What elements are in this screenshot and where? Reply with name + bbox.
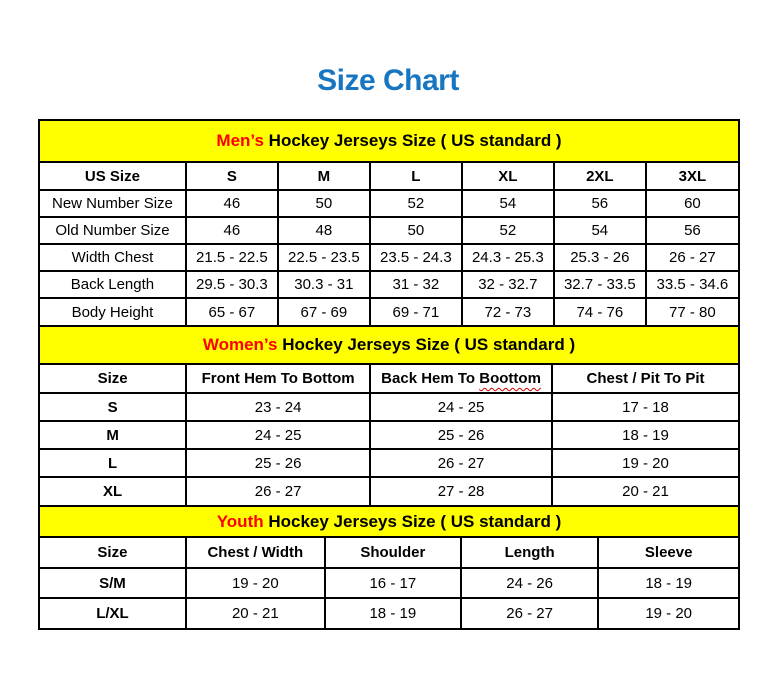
data-cell: 26 - 27 — [186, 477, 370, 505]
youth-data-row — [40, 568, 738, 598]
row-label-cell: L — [40, 449, 186, 477]
data-cell: 19 - 20 — [552, 449, 738, 477]
women-header-back-hem-text: Back Hem To — [381, 370, 480, 387]
data-cell: 30.3 - 31 — [278, 271, 370, 298]
women-data-row — [40, 421, 738, 449]
youth-header-cell: Sleeve — [598, 538, 738, 568]
men-data-row — [40, 244, 738, 271]
men-section-header — [40, 121, 738, 163]
men-data-row — [40, 217, 738, 244]
men-data-row — [40, 298, 738, 325]
data-cell: 32 - 32.7 — [462, 271, 554, 298]
women-header-cell: Chest / Pit To Pit — [552, 365, 738, 393]
row-label-cell: S/M — [40, 568, 186, 598]
data-cell: 46 — [186, 217, 278, 244]
youth-size-table — [40, 538, 738, 628]
data-cell: 25 - 26 — [370, 421, 552, 449]
men-header-cell: L — [370, 163, 462, 190]
youth-data-row — [40, 598, 738, 628]
data-cell: 26 - 27 — [461, 598, 599, 628]
youth-header-cell: Size — [40, 538, 186, 568]
data-cell: 22.5 - 23.5 — [278, 244, 370, 271]
youth-section-title: Hockey Jerseys Size ( US standard ) — [263, 511, 562, 531]
youth-header-cell: Chest / Width — [186, 538, 325, 568]
youth-header-cell: Length — [461, 538, 599, 568]
women-header-cell: Front Hem To Bottom — [186, 365, 370, 393]
women-data-row — [40, 477, 738, 505]
women-header-cell: Size — [40, 365, 186, 393]
data-cell: 32.7 - 33.5 — [554, 271, 646, 298]
women-size-table — [40, 365, 738, 505]
data-cell: 18 - 19 — [552, 421, 738, 449]
men-header-cell: 2XL — [554, 163, 646, 190]
data-cell: 29.5 - 30.3 — [186, 271, 278, 298]
data-cell: 67 - 69 — [278, 298, 370, 325]
men-header-cell: 3XL — [646, 163, 738, 190]
men-data-row — [40, 271, 738, 298]
data-cell: 69 - 71 — [370, 298, 462, 325]
data-cell: 20 - 21 — [186, 598, 325, 628]
data-cell: 20 - 21 — [552, 477, 738, 505]
data-cell: 65 - 67 — [186, 298, 278, 325]
row-label-cell: XL — [40, 477, 186, 505]
men-header-cell: US Size — [40, 163, 186, 190]
data-cell: 46 — [186, 190, 278, 217]
data-cell: 24 - 26 — [461, 568, 599, 598]
data-cell: 24 - 25 — [370, 393, 552, 421]
data-cell: 74 - 76 — [554, 298, 646, 325]
women-section-highlight: Women’s — [202, 335, 278, 354]
row-label-cell: M — [40, 421, 186, 449]
data-cell: 33.5 - 34.6 — [646, 271, 738, 298]
data-cell: 23.5 - 24.3 — [370, 244, 462, 271]
data-cell: 72 - 73 — [462, 298, 554, 325]
data-cell: 27 - 28 — [370, 477, 552, 505]
data-cell: 56 — [646, 217, 738, 244]
data-cell: 19 - 20 — [598, 598, 738, 628]
women-header-row — [40, 365, 738, 393]
data-cell: 21.5 - 22.5 — [186, 244, 278, 271]
data-cell: 60 — [646, 190, 738, 217]
data-cell: 25.3 - 26 — [554, 244, 646, 271]
data-cell: 17 - 18 — [552, 393, 738, 421]
data-cell: 23 - 24 — [186, 393, 370, 421]
data-cell: 50 — [278, 190, 370, 217]
data-cell: 52 — [462, 217, 554, 244]
data-cell: 56 — [554, 190, 646, 217]
data-cell: 31 - 32 — [370, 271, 462, 298]
data-cell: 25 - 26 — [186, 449, 370, 477]
data-cell: 50 — [370, 217, 462, 244]
men-section-title: Hockey Jerseys Size ( US standard ) — [263, 131, 562, 150]
men-header-cell: S — [186, 163, 278, 190]
data-cell: 48 — [278, 217, 370, 244]
row-label-cell: Back Length — [40, 271, 186, 298]
row-label-cell: Width Chest — [40, 244, 186, 271]
women-section-header — [40, 325, 738, 365]
row-label-cell: Body Height — [40, 298, 186, 325]
data-cell: 16 - 17 — [325, 568, 461, 598]
page-title: Size Chart — [317, 64, 459, 97]
row-label-cell: L/XL — [40, 598, 186, 628]
women-header-cell — [370, 365, 552, 393]
women-data-row — [40, 449, 738, 477]
youth-section-highlight: Youth — [216, 511, 264, 531]
data-cell: 26 - 27 — [646, 244, 738, 271]
women-section-title: Hockey Jerseys Size ( US standard ) — [277, 335, 576, 354]
size-chart-table-group — [38, 119, 740, 630]
row-label-cell: New Number Size — [40, 190, 186, 217]
data-cell: 54 — [554, 217, 646, 244]
women-data-row — [40, 393, 738, 421]
row-label-cell: S — [40, 393, 186, 421]
men-section-highlight: Men’s — [216, 131, 264, 150]
youth-header-cell: Shoulder — [325, 538, 461, 568]
row-label-cell: Old Number Size — [40, 217, 186, 244]
data-cell: 52 — [370, 190, 462, 217]
men-header-row — [40, 163, 738, 190]
data-cell: 19 - 20 — [186, 568, 325, 598]
data-cell: 18 - 19 — [598, 568, 738, 598]
data-cell: 24 - 25 — [186, 421, 370, 449]
youth-section-header — [40, 505, 738, 538]
data-cell: 54 — [462, 190, 554, 217]
men-header-cell: M — [278, 163, 370, 190]
data-cell: 18 - 19 — [325, 598, 461, 628]
women-header-misspelled-word: Boottom — [479, 370, 541, 387]
data-cell: 24.3 - 25.3 — [462, 244, 554, 271]
men-data-row — [40, 190, 738, 217]
data-cell: 77 - 80 — [646, 298, 738, 325]
youth-header-row — [40, 538, 738, 568]
data-cell: 26 - 27 — [370, 449, 552, 477]
men-size-table — [40, 163, 738, 325]
men-header-cell: XL — [462, 163, 554, 190]
